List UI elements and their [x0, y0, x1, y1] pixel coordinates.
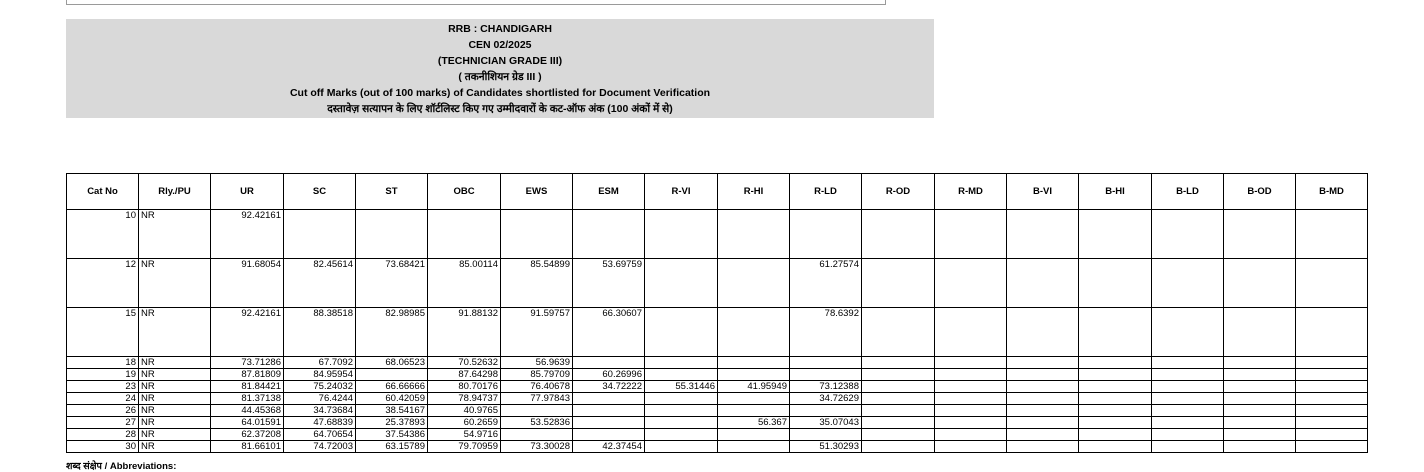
cell-r-od: [862, 417, 935, 429]
cell-ews: 56.9639: [501, 357, 573, 369]
cell-rly: NR: [139, 369, 211, 381]
cell-r-vi: [645, 210, 718, 259]
cell-ews: [501, 210, 573, 259]
cell-st: 63.15789: [356, 441, 428, 453]
cell-ur: 91.68054: [211, 259, 284, 308]
cell-esm: 42.37454: [573, 441, 645, 453]
cell-b-ld: [1152, 357, 1224, 369]
cell-sc: 76.4244: [284, 393, 356, 405]
column-header: ESM: [573, 174, 645, 210]
top-frame: [66, 0, 886, 5]
cell-b-hi: [1079, 369, 1152, 381]
cell-cat: 27: [67, 417, 139, 429]
cell-b-ld: [1152, 381, 1224, 393]
cell-b-ld: [1152, 369, 1224, 381]
cell-esm: [573, 417, 645, 429]
table-row: [67, 357, 1368, 369]
abbreviations-label: शब्द संक्षेप / Abbreviations:: [66, 461, 177, 472]
cell-sc: 82.45614: [284, 259, 356, 308]
cell-r-ld: 51.30293: [790, 441, 862, 453]
cell-b-vi: [1007, 405, 1079, 417]
cell-st: 38.54167: [356, 405, 428, 417]
cell-sc: 74.72003: [284, 441, 356, 453]
column-header: R-VI: [645, 174, 718, 210]
cell-cat: 23: [67, 381, 139, 393]
cell-b-md: [1296, 357, 1368, 369]
cell-r-vi: [645, 369, 718, 381]
column-header: SC: [284, 174, 356, 210]
cell-r-ld: 34.72629: [790, 393, 862, 405]
cell-st: 66.66666: [356, 381, 428, 393]
cell-r-hi: [718, 369, 790, 381]
cell-r-od: [862, 259, 935, 308]
cell-esm: [573, 393, 645, 405]
cell-r-hi: [718, 259, 790, 308]
cell-r-md: [935, 210, 1007, 259]
column-header: B-VI: [1007, 174, 1079, 210]
cell-obc: 78.94737: [428, 393, 501, 405]
cell-ews: 76.40678: [501, 381, 573, 393]
cell-obc: 54.9716: [428, 429, 501, 441]
cell-r-vi: [645, 405, 718, 417]
cell-esm: [573, 210, 645, 259]
cell-esm: [573, 429, 645, 441]
cell-sc: 47.68839: [284, 417, 356, 429]
cell-b-od: [1224, 369, 1296, 381]
cell-esm: 66.30607: [573, 308, 645, 357]
cell-ur: 81.37138: [211, 393, 284, 405]
cell-r-ld: 78.6392: [790, 308, 862, 357]
cell-r-ld: [790, 210, 862, 259]
cell-b-hi: [1079, 441, 1152, 453]
cell-r-vi: [645, 441, 718, 453]
cell-r-ld: [790, 429, 862, 441]
column-header: B-HI: [1079, 174, 1152, 210]
cell-r-od: [862, 210, 935, 259]
column-header: Cat No: [67, 174, 139, 210]
cell-r-md: [935, 259, 1007, 308]
cell-st: 68.06523: [356, 357, 428, 369]
column-header: Rly./PU: [139, 174, 211, 210]
cell-b-vi: [1007, 210, 1079, 259]
cell-cat: 15: [67, 308, 139, 357]
cell-b-hi: [1079, 429, 1152, 441]
column-header: UR: [211, 174, 284, 210]
table-row: [67, 308, 1368, 357]
cell-b-md: [1296, 417, 1368, 429]
cell-r-md: [935, 393, 1007, 405]
cell-b-md: [1296, 441, 1368, 453]
cell-r-hi: [718, 308, 790, 357]
cell-obc: 85.00114: [428, 259, 501, 308]
cell-sc: 88.38518: [284, 308, 356, 357]
cell-b-od: [1224, 441, 1296, 453]
cell-b-vi: [1007, 381, 1079, 393]
table-row: [67, 210, 1368, 259]
cell-b-hi: [1079, 405, 1152, 417]
cell-b-md: [1296, 308, 1368, 357]
cell-ur: 81.84421: [211, 381, 284, 393]
cell-b-ld: [1152, 441, 1224, 453]
cell-r-hi: [718, 429, 790, 441]
cell-st: 25.37893: [356, 417, 428, 429]
cell-b-hi: [1079, 210, 1152, 259]
cell-r-md: [935, 308, 1007, 357]
column-header: R-LD: [790, 174, 862, 210]
cell-ur: 87.81809: [211, 369, 284, 381]
cell-r-hi: [718, 357, 790, 369]
column-header: B-OD: [1224, 174, 1296, 210]
cell-rly: NR: [139, 357, 211, 369]
cell-r-od: [862, 308, 935, 357]
table-row: [67, 417, 1368, 429]
cell-r-vi: [645, 393, 718, 405]
cell-b-od: [1224, 259, 1296, 308]
cell-b-ld: [1152, 259, 1224, 308]
cell-st: 82.98985: [356, 308, 428, 357]
cell-r-od: [862, 369, 935, 381]
cell-cat: 19: [67, 369, 139, 381]
cell-ur: 81.66101: [211, 441, 284, 453]
cell-r-md: [935, 417, 1007, 429]
cell-st: [356, 210, 428, 259]
cell-ews: [501, 405, 573, 417]
cell-obc: 60.2659: [428, 417, 501, 429]
cell-r-vi: [645, 308, 718, 357]
cell-rly: NR: [139, 308, 211, 357]
cell-b-ld: [1152, 308, 1224, 357]
cell-rly: NR: [139, 381, 211, 393]
cell-b-ld: [1152, 405, 1224, 417]
cell-b-vi: [1007, 441, 1079, 453]
cell-b-hi: [1079, 381, 1152, 393]
cell-r-vi: [645, 417, 718, 429]
cell-b-od: [1224, 417, 1296, 429]
cell-ews: 77.97843: [501, 393, 573, 405]
cell-ews: 85.79709: [501, 369, 573, 381]
cell-rly: NR: [139, 210, 211, 259]
cell-r-hi: [718, 441, 790, 453]
header-post-hindi-line: ( तकनीशियन ग्रेड III ): [458, 71, 542, 83]
cell-r-md: [935, 429, 1007, 441]
header-rrb-line: RRB : CHANDIGARH: [448, 23, 552, 35]
cell-r-md: [935, 357, 1007, 369]
cell-r-hi: 41.95949: [718, 381, 790, 393]
cell-b-vi: [1007, 417, 1079, 429]
cell-b-hi: [1079, 259, 1152, 308]
cell-r-ld: 73.12388: [790, 381, 862, 393]
column-header: R-HI: [718, 174, 790, 210]
column-header: B-MD: [1296, 174, 1368, 210]
cell-r-od: [862, 381, 935, 393]
cell-st: 60.42059: [356, 393, 428, 405]
cell-b-vi: [1007, 259, 1079, 308]
cell-ur: 64.01591: [211, 417, 284, 429]
cell-b-od: [1224, 308, 1296, 357]
cell-r-vi: [645, 259, 718, 308]
cell-st: [356, 369, 428, 381]
cell-st: 73.68421: [356, 259, 428, 308]
cell-cat: 26: [67, 405, 139, 417]
cell-ews: 73.30028: [501, 441, 573, 453]
cell-r-hi: [718, 210, 790, 259]
cell-rly: NR: [139, 441, 211, 453]
column-header: EWS: [501, 174, 573, 210]
cell-r-hi: [718, 393, 790, 405]
cell-ur: 92.42161: [211, 308, 284, 357]
cell-rly: NR: [139, 405, 211, 417]
cell-esm: 60.26996: [573, 369, 645, 381]
cell-b-od: [1224, 210, 1296, 259]
cell-b-md: [1296, 429, 1368, 441]
document-header: [66, 19, 934, 118]
cell-ews: [501, 429, 573, 441]
cell-r-od: [862, 405, 935, 417]
cell-b-md: [1296, 369, 1368, 381]
cell-b-od: [1224, 357, 1296, 369]
table-row: [67, 369, 1368, 381]
cell-r-od: [862, 441, 935, 453]
cell-ews: 53.52836: [501, 417, 573, 429]
cell-rly: NR: [139, 393, 211, 405]
cell-b-md: [1296, 405, 1368, 417]
cell-r-vi: [645, 357, 718, 369]
header-description-line: Cut off Marks (out of 100 marks) of Candidates shortlisted for Document Verification: [289, 87, 711, 99]
cell-r-od: [862, 357, 935, 369]
cell-esm: [573, 357, 645, 369]
cell-rly: NR: [139, 417, 211, 429]
cell-r-md: [935, 369, 1007, 381]
cell-obc: 40.9765: [428, 405, 501, 417]
cell-ur: 92.42161: [211, 210, 284, 259]
cell-r-ld: 61.27574: [790, 259, 862, 308]
cell-cat: 28: [67, 429, 139, 441]
cell-ews: 85.54899: [501, 259, 573, 308]
cell-cat: 10: [67, 210, 139, 259]
cell-b-od: [1224, 393, 1296, 405]
cell-r-hi: [718, 405, 790, 417]
cell-r-hi: 56.367: [718, 417, 790, 429]
cutoff-marks-table: [66, 173, 1368, 453]
cell-ur: 44.45368: [211, 405, 284, 417]
cell-b-ld: [1152, 393, 1224, 405]
table-row: [67, 381, 1368, 393]
cell-r-md: [935, 405, 1007, 417]
cell-b-vi: [1007, 308, 1079, 357]
cell-b-od: [1224, 429, 1296, 441]
cell-b-hi: [1079, 393, 1152, 405]
cell-ur: 73.71286: [211, 357, 284, 369]
cell-b-hi: [1079, 357, 1152, 369]
cell-obc: 70.52632: [428, 357, 501, 369]
cell-obc: 91.88132: [428, 308, 501, 357]
cell-sc: 67.7092: [284, 357, 356, 369]
cell-r-md: [935, 441, 1007, 453]
cell-r-vi: [645, 429, 718, 441]
cell-b-hi: [1079, 417, 1152, 429]
table-row: [67, 429, 1368, 441]
cell-cat: 30: [67, 441, 139, 453]
cell-b-ld: [1152, 210, 1224, 259]
cell-obc: [428, 210, 501, 259]
header-cen-line: CEN 02/2025: [468, 39, 532, 51]
cell-obc: 80.70176: [428, 381, 501, 393]
cell-r-ld: [790, 357, 862, 369]
cell-r-ld: [790, 405, 862, 417]
cell-r-od: [862, 393, 935, 405]
cell-rly: NR: [139, 259, 211, 308]
column-header: ST: [356, 174, 428, 210]
cell-b-ld: [1152, 417, 1224, 429]
cell-ur: 62.37208: [211, 429, 284, 441]
cell-r-md: [935, 381, 1007, 393]
cell-obc: 87.64298: [428, 369, 501, 381]
cell-esm: 34.72222: [573, 381, 645, 393]
table-row: [67, 393, 1368, 405]
cell-sc: 34.73684: [284, 405, 356, 417]
table-row: [67, 259, 1368, 308]
cell-b-vi: [1007, 393, 1079, 405]
column-header: OBC: [428, 174, 501, 210]
column-header: B-LD: [1152, 174, 1224, 210]
cell-rly: NR: [139, 429, 211, 441]
cell-b-vi: [1007, 369, 1079, 381]
cell-b-ld: [1152, 429, 1224, 441]
cell-cat: 24: [67, 393, 139, 405]
column-header: R-OD: [862, 174, 935, 210]
cell-b-vi: [1007, 429, 1079, 441]
table-header-row: [67, 174, 1368, 210]
cell-b-od: [1224, 405, 1296, 417]
cell-b-od: [1224, 381, 1296, 393]
cell-b-vi: [1007, 357, 1079, 369]
table-row: [67, 405, 1368, 417]
cell-r-vi: 55.31446: [645, 381, 718, 393]
cell-sc: 75.24032: [284, 381, 356, 393]
cell-sc: 64.70654: [284, 429, 356, 441]
cell-sc: [284, 210, 356, 259]
cell-r-ld: 35.07043: [790, 417, 862, 429]
cell-b-md: [1296, 393, 1368, 405]
cell-r-od: [862, 429, 935, 441]
column-header: R-MD: [935, 174, 1007, 210]
table-row: [67, 441, 1368, 453]
cell-cat: 12: [67, 259, 139, 308]
cell-ews: 91.59757: [501, 308, 573, 357]
cell-b-md: [1296, 259, 1368, 308]
cell-b-md: [1296, 381, 1368, 393]
header-post-line: (TECHNICIAN GRADE III): [437, 55, 563, 67]
cell-esm: [573, 405, 645, 417]
cell-b-hi: [1079, 308, 1152, 357]
cell-st: 37.54386: [356, 429, 428, 441]
cell-cat: 18: [67, 357, 139, 369]
cell-esm: 53.69759: [573, 259, 645, 308]
cell-sc: 84.95954: [284, 369, 356, 381]
cell-r-ld: [790, 369, 862, 381]
cell-obc: 79.70959: [428, 441, 501, 453]
cell-b-md: [1296, 210, 1368, 259]
header-description-hindi-line: दस्तावेज़ सत्यापन के लिए शॉर्टलिस्ट किए गए उम्मीदवारों के कट-ऑफ अंक (100 अंकों में से): [327, 103, 673, 115]
